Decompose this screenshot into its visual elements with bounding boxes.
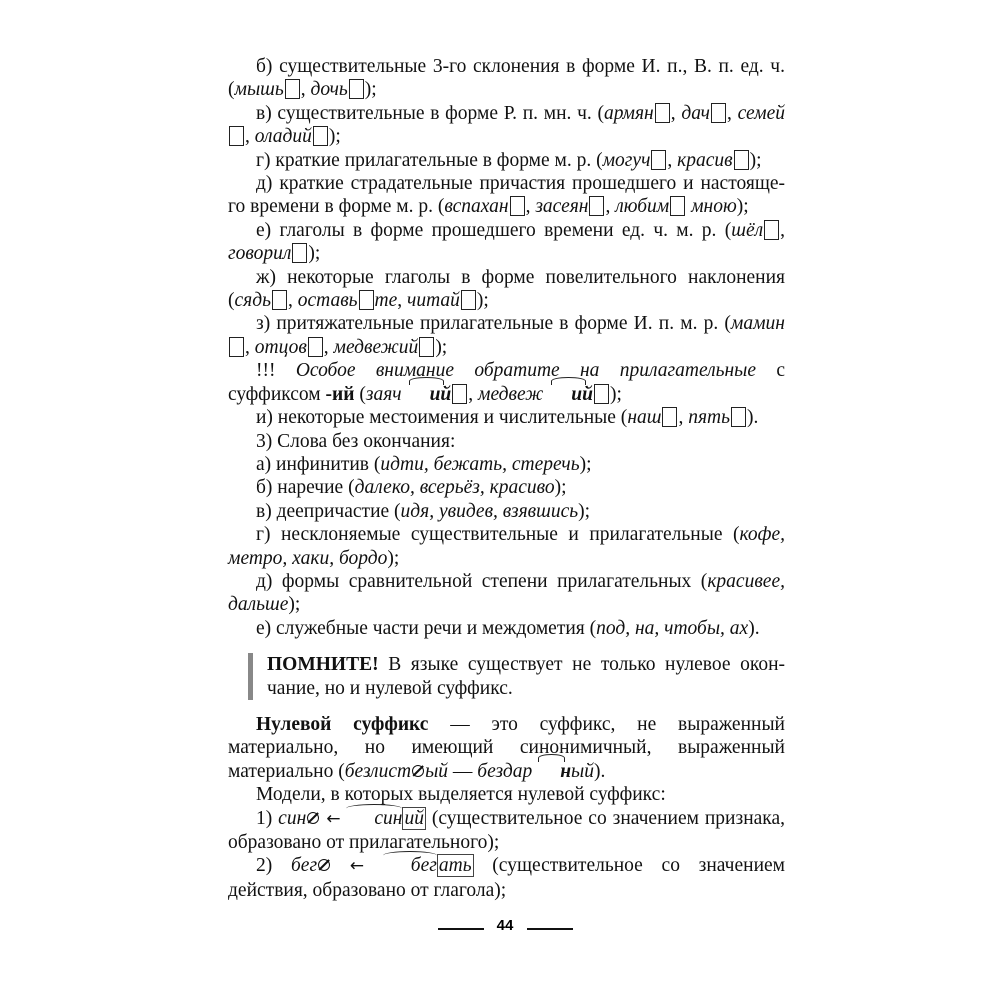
zero-suffix-icon: [307, 812, 319, 824]
heading-no-ending: 3) Слова без окончания:: [256, 430, 456, 452]
ending-box: [313, 126, 328, 146]
ending-box: [229, 337, 244, 357]
ending-box: [419, 337, 434, 357]
ending-box: [655, 103, 670, 123]
ending-box: [589, 196, 604, 216]
item-bb: б) наречие (далеко, всерьёз, красиво);: [256, 477, 567, 499]
item-z: з) притяжательные прилагательные в форме И. п. м. р. (мамин, отцов , медвежий );: [228, 312, 785, 359]
item-v: в) существительные в форме Р. п. мн. ч. (армян , дач , семей, оладий );: [228, 102, 785, 149]
ending-box: [285, 79, 300, 99]
attention-note: !!! Особое внимание обратите на прилагательные с суффиксом -ий (заяч ий , медвеж ий );: [228, 360, 786, 405]
remember-title: ПОМНИТЕ!: [267, 654, 379, 676]
ending-box: [594, 384, 609, 404]
ending-box: [670, 196, 685, 216]
page-number: 44: [496, 917, 514, 934]
ending-box: [662, 407, 677, 427]
ending-box: [292, 243, 307, 263]
ending-mark: ий: [404, 807, 424, 829]
item-a: а) инфинитив (идти, бежать, стеречь);: [256, 453, 592, 475]
item-b: б) существительные 3-го склонения в форме И. п., В. п. ед. ч.: [256, 56, 785, 77]
page-footer: [0, 917, 1000, 941]
item-i: и) некоторые местоимения и числительные (наш , пять ).: [256, 407, 759, 429]
ending-box: [359, 290, 374, 310]
item-g: г) краткие прилагательные в форме м. р. (могуч , красив );: [256, 149, 762, 171]
ending-box: [510, 196, 525, 216]
ending-box: [452, 384, 467, 404]
arrow-left-icon: ←: [349, 856, 365, 877]
item-gg: г) несклоняемые существительные и прилагательные (кофе, метро, хаки, бордо);: [228, 524, 785, 569]
footer-rule-right: [527, 928, 573, 930]
ending-box: [308, 337, 323, 357]
ending-box: [651, 150, 666, 170]
item-zh: ж) некоторые глаголы в форме повелительного наклонения: [256, 266, 785, 288]
ending-box: [349, 79, 364, 99]
item-vv: в) деепричастие (идя, увидев, взявшись);: [256, 500, 591, 522]
ending-box: [731, 407, 746, 427]
zero-suffix-definition: Нулевой суффикс — это суффикс, не выраженный материально, но имеющий синонимичный, выраженный материально (безлист ый — бездар ный).: [228, 713, 785, 782]
model-2: 2) бег ← бег ать (существительное со значением действия, образовано от глагола);: [228, 855, 786, 901]
ending-box: [764, 220, 779, 240]
suffix-mark: ий: [402, 383, 452, 406]
ending-box: [711, 103, 726, 123]
remember-callout: [248, 653, 785, 700]
page-content: [228, 55, 785, 902]
item-b-examples: (мышь , дочь );: [228, 79, 377, 101]
item-dd: д) формы сравнительной степени прилагательных (красивее, дальше);: [228, 570, 785, 616]
footer-rule-left: [438, 928, 484, 930]
suffix-mark: ий: [543, 383, 593, 406]
ending-mark: ать: [438, 855, 472, 877]
zero-suffix-icon: [318, 859, 330, 871]
remember-text: В языке существует не только нулевое окон-чание, но и нулевой суффикс.: [267, 654, 785, 699]
root-mark: син: [346, 807, 402, 830]
arrow-left-icon: ←: [326, 808, 341, 829]
item-d: д) краткие страдательные причастия прошедшего и настояще-го времени в форме м. р. (вспахан , засеян , любим мною);: [228, 173, 785, 218]
ending-box: [734, 150, 749, 170]
ending-box: [461, 290, 476, 310]
model-1: 1) син ← син ий (существительное со значением признака, образовано от прилагательного);: [228, 807, 785, 853]
suffix-mark: н: [532, 760, 571, 783]
item-e: е) глаголы в форме прошедшего времени ед. ч. м. р. (шёл , говорил );: [228, 219, 785, 265]
ending-box: [272, 290, 287, 310]
zero-suffix-icon: [412, 765, 424, 777]
item-zh-examples: (сядь , оставь те, читай );: [228, 290, 489, 312]
models-intro: Модели, в которых выделяется нулевой суффикс:: [256, 784, 666, 806]
item-ee: е) служебные части речи и междометия (под, на, чтобы, ах).: [256, 617, 760, 639]
root-mark: бег: [383, 854, 437, 877]
ending-box: [229, 126, 244, 146]
